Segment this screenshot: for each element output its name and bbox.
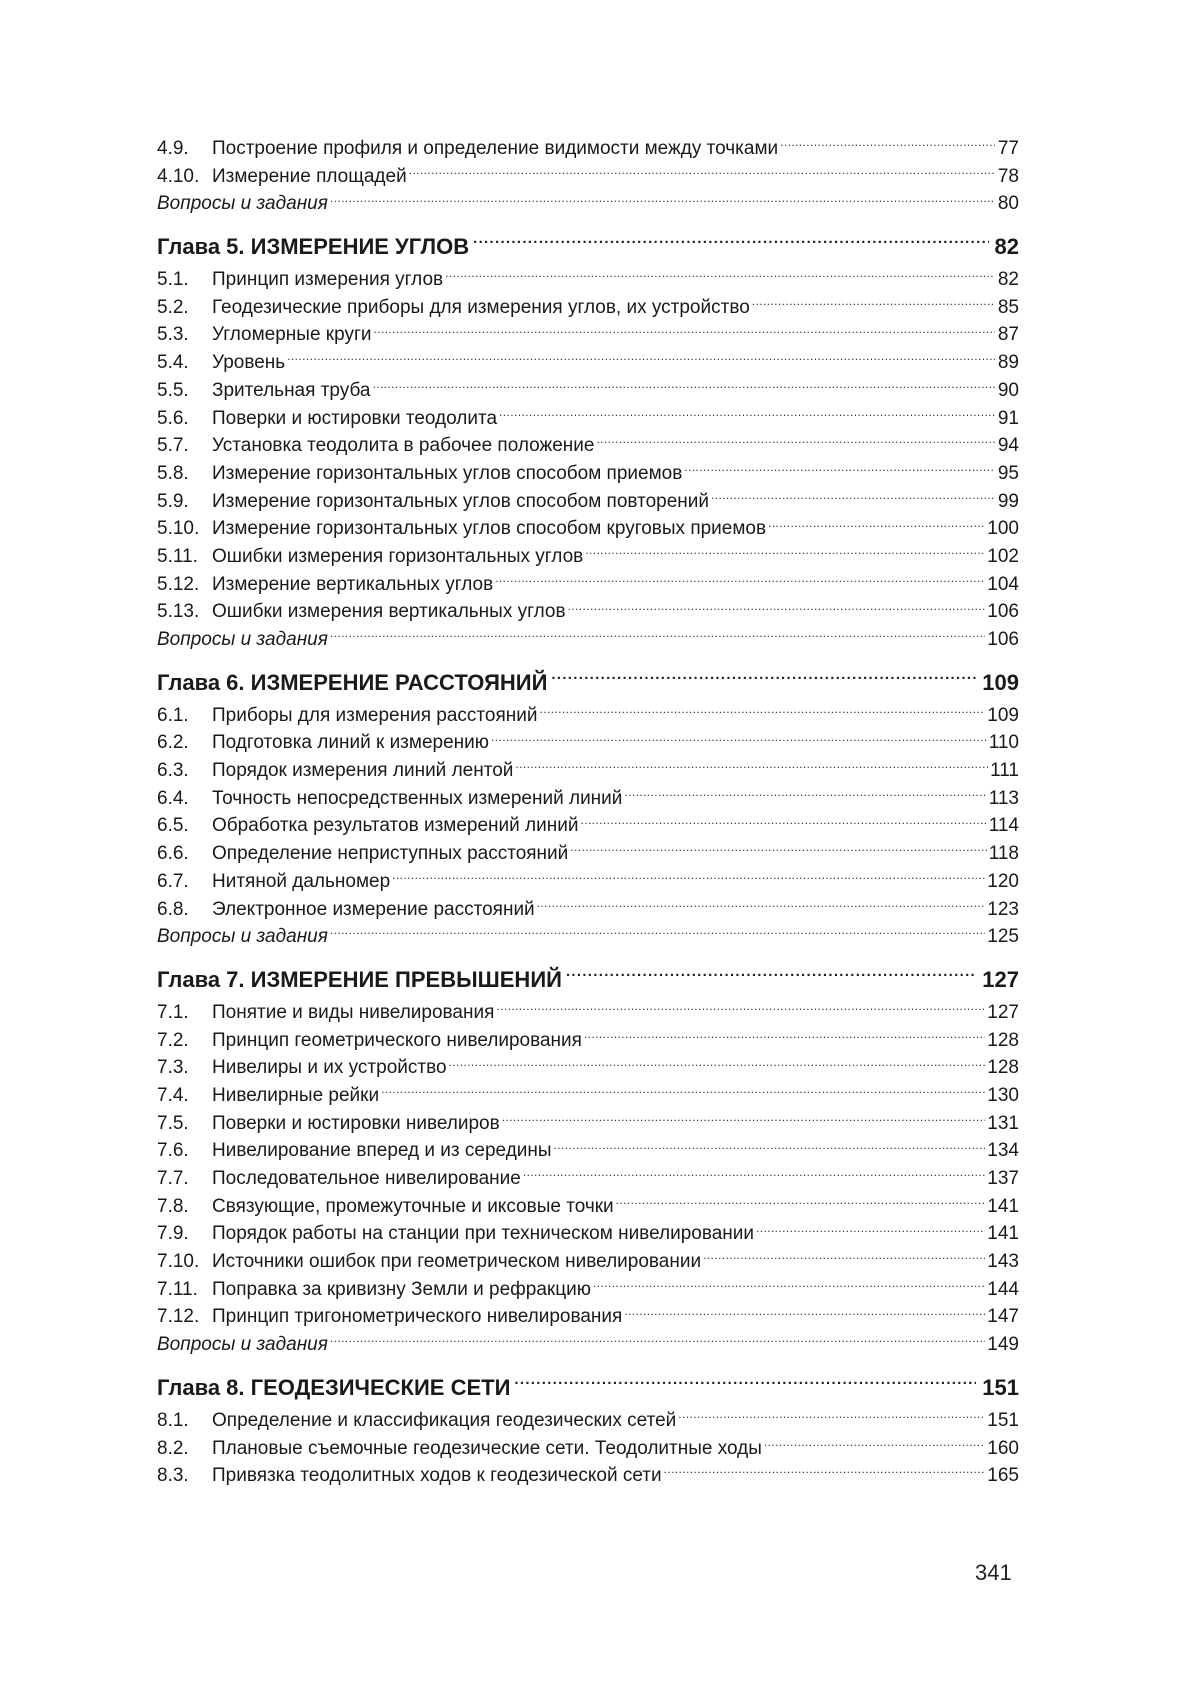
section-page-number: 120 [987, 870, 1019, 892]
dot-leader [624, 785, 986, 804]
section-number: 5.5. [157, 379, 189, 401]
section-title: Поверки и юстировки теодолита [212, 407, 498, 429]
section-page-number: 87 [997, 324, 1019, 346]
section-title: Измерение площадей [212, 165, 407, 187]
dot-leader [752, 294, 995, 313]
dot-leader [568, 598, 986, 617]
chapter-heading[interactable] [157, 228, 1019, 266]
toc-entry[interactable] [157, 543, 1019, 571]
section-page-number: 77 [997, 138, 1019, 159]
toc-entry[interactable] [157, 1303, 1019, 1331]
dot-leader [495, 571, 985, 590]
section-number: 6.7. [157, 870, 189, 892]
toc-entry[interactable] [157, 135, 1019, 163]
section-page-number: 165 [987, 1465, 1019, 1487]
section-page-number: 78 [997, 165, 1019, 187]
section-number: 7.8. [157, 1195, 189, 1217]
chapter-page-number: 151 [982, 1374, 1019, 1400]
page-number: 341 [975, 1560, 1012, 1585]
toc-entry[interactable] [157, 1193, 1019, 1221]
dot-leader [624, 1303, 985, 1322]
dot-leader [330, 923, 985, 942]
chapter-page-number: 82 [994, 234, 1019, 260]
dot-leader [585, 543, 985, 562]
dot-leader [570, 840, 986, 859]
toc-entry[interactable] [157, 840, 1019, 868]
toc-entry[interactable] [157, 729, 1019, 757]
toc-entry[interactable] [157, 1220, 1019, 1248]
section-title: Обработка результатов измерений линий [212, 815, 579, 837]
dot-leader [596, 432, 995, 451]
section-number: 5.8. [157, 462, 189, 484]
section-title: Зрительная труба [212, 379, 371, 401]
dot-leader [566, 965, 976, 987]
section-page-number: 123 [987, 898, 1019, 920]
section-title: Построение профиля и определение видимости между точками [212, 138, 779, 159]
section-title: Вопросы и задания [157, 629, 328, 650]
section-title: Подготовка линий к измерению [212, 732, 490, 754]
chapter-heading[interactable] [157, 664, 1019, 702]
section-number: 7.6. [157, 1140, 189, 1162]
section-title: Нивелиры и их устройство [212, 1057, 447, 1079]
section-number: 6.3. [157, 760, 189, 782]
dot-leader [330, 190, 995, 209]
toc-entry[interactable] [157, 1276, 1019, 1304]
toc-entry[interactable] [157, 515, 1019, 543]
section-title: Нивелирные рейки [212, 1084, 380, 1106]
dot-leader [330, 626, 985, 645]
section-number: 6.6. [157, 843, 189, 865]
section-number: 5.11. [157, 545, 198, 567]
dot-leader [580, 812, 986, 831]
section-number: 6.2. [157, 732, 189, 754]
section-title: Нивелирование вперед и из середины [212, 1140, 552, 1162]
section-number: 5.3. [157, 324, 189, 346]
toc-entry[interactable] [157, 377, 1019, 405]
section-number: 5.9. [157, 490, 189, 512]
section-page-number: 109 [987, 704, 1019, 726]
section-title: Приборы для измерения расстояний [212, 704, 538, 726]
toc-entry[interactable] [157, 1462, 1019, 1490]
section-number: 6.5. [157, 815, 189, 837]
section-title: Понятие и виды нивелирования [212, 1001, 495, 1023]
chapter-page-number: 109 [982, 669, 1019, 695]
section-page-number: 128 [987, 1057, 1019, 1079]
section-page-number: 114 [988, 815, 1019, 837]
toc-entry[interactable] [157, 1407, 1019, 1435]
toc-entry[interactable] [157, 1435, 1019, 1463]
section-page-number: 104 [987, 573, 1019, 595]
section-page-number: 151 [987, 1409, 1019, 1431]
dot-leader [445, 266, 995, 285]
section-number: 7.9. [157, 1223, 189, 1245]
section-title: Источники ошибок при геометрическом нивелировании [212, 1251, 702, 1273]
section-page-number: 90 [997, 379, 1019, 401]
section-number: 7.2. [157, 1029, 189, 1051]
section-number: 5.13. [157, 601, 200, 623]
dot-leader [664, 1462, 986, 1481]
section-page-number: 141 [987, 1223, 1019, 1245]
section-number: 5.4. [157, 352, 189, 374]
section-title: Порядок работы на станции при техническом нивелировании [212, 1223, 755, 1245]
section-page-number: 111 [990, 760, 1019, 782]
section-title: Измерение горизонтальных углов способом повторений [212, 490, 709, 512]
dot-leader [554, 1137, 986, 1156]
toc-entry[interactable] [157, 321, 1019, 349]
chapter-title: Глава 8. ГЕОДЕЗИЧЕСКИЕ СЕТИ [157, 1374, 511, 1400]
chapter-title: Глава 6. ИЗМЕРЕНИЕ РАССТОЯНИЙ [157, 669, 548, 695]
dot-leader [514, 1373, 976, 1395]
dot-leader [515, 757, 988, 776]
section-number: 7.3. [157, 1057, 189, 1079]
section-title: Установка теодолита в рабочее положение [212, 435, 595, 457]
toc-entry[interactable] [157, 1054, 1019, 1082]
section-page-number: 106 [987, 601, 1019, 623]
toc-entry-questions[interactable] [157, 626, 1019, 654]
dot-leader [473, 232, 988, 254]
section-title: Плановые съемочные геодезические сети. Теодолитные ходы [212, 1437, 762, 1459]
toc-entry[interactable] [157, 460, 1019, 488]
section-number: 5.10. [157, 518, 200, 540]
dot-leader [593, 1276, 985, 1295]
section-number: 7.10. [157, 1251, 200, 1273]
toc-entry[interactable] [157, 757, 1019, 785]
section-title: Определение неприступных расстояний [212, 843, 569, 865]
dot-leader [330, 1331, 985, 1350]
section-title: Ошибки измерения горизонтальных углов [212, 545, 584, 567]
toc-entry[interactable] [157, 266, 1019, 294]
toc-entry[interactable] [157, 868, 1019, 896]
dot-leader [537, 896, 986, 915]
toc-entry[interactable] [157, 571, 1019, 599]
dot-leader [374, 321, 996, 340]
section-page-number: 91 [997, 407, 1019, 429]
section-title: Поправка за кривизну Земли и рефракцию [212, 1278, 591, 1300]
section-number: 5.12. [157, 573, 200, 595]
section-title: Привязка теодолитных ходов к геодезической сети [212, 1465, 662, 1487]
section-page-number: 149 [987, 1334, 1019, 1356]
dot-leader [392, 868, 985, 887]
section-title: Измерение горизонтальных углов способом круговых приемов [212, 518, 767, 540]
section-title: Геодезические приборы для измерения углов, их устройство [212, 296, 750, 318]
section-title: Измерение вертикальных углов [212, 573, 494, 595]
section-page-number: 147 [987, 1306, 1019, 1328]
section-number: 5.6. [157, 407, 189, 429]
dot-leader [678, 1407, 985, 1426]
section-number: 6.8. [157, 898, 189, 920]
dot-leader [502, 1110, 986, 1129]
toc-entry-questions[interactable] [157, 1331, 1019, 1359]
dot-leader [684, 460, 995, 479]
section-title: Вопросы и задания [157, 193, 328, 215]
section-title: Связующие, промежуточные и иксовые точки [212, 1195, 614, 1217]
section-number: 8.2. [157, 1437, 189, 1459]
chapter-heading[interactable] [157, 961, 1019, 999]
section-title: Электронное измерение расстояний [212, 898, 535, 920]
chapter-title: Глава 7. ИЗМЕРЕНИЕ ПРЕВЫШЕНИЙ [157, 966, 562, 992]
section-title: Уровень [212, 352, 286, 374]
section-title: Последовательное нивелирование [212, 1168, 521, 1189]
toc-entry[interactable] [157, 349, 1019, 377]
section-page-number: 131 [987, 1112, 1019, 1134]
section-page-number: 80 [997, 193, 1019, 215]
dot-leader [584, 1027, 985, 1046]
section-title: Угломерные круги [212, 324, 372, 346]
section-title: Принцип измерения углов [212, 269, 444, 291]
section-number: 7.4. [157, 1084, 189, 1106]
toc-entry[interactable] [157, 702, 1019, 730]
dot-leader [768, 515, 985, 534]
section-title: Ошибки измерения вертикальных углов [212, 601, 566, 623]
section-page-number: 99 [997, 490, 1019, 512]
section-title: Порядок измерения линий лентой [212, 760, 514, 782]
section-page-number: 125 [987, 926, 1019, 948]
section-page-number: 137 [987, 1168, 1019, 1189]
toc-entry[interactable] [157, 1027, 1019, 1055]
section-number: 7.7. [157, 1168, 189, 1189]
section-page-number: 85 [997, 296, 1019, 318]
section-number: 7.1. [157, 1001, 189, 1023]
section-number: 5.7. [157, 435, 189, 457]
dot-leader [491, 729, 987, 748]
section-page-number: 82 [997, 269, 1019, 291]
section-title: Поверки и юстировки нивелиров [212, 1112, 500, 1134]
toc-entry[interactable] [157, 896, 1019, 924]
chapter-page-number: 127 [982, 966, 1019, 992]
section-page-number: 102 [987, 545, 1019, 567]
dot-leader [409, 163, 995, 182]
dot-leader [523, 1165, 985, 1184]
toc-entry[interactable] [157, 1248, 1019, 1276]
toc-entry[interactable] [157, 1110, 1019, 1138]
section-number: 6.4. [157, 787, 189, 809]
section-title: Принцип геометрического нивелирования [212, 1029, 582, 1051]
dot-leader [381, 1082, 985, 1101]
section-number: 5.2. [157, 296, 189, 318]
section-page-number: 94 [997, 435, 1019, 457]
chapter-title: Глава 5. ИЗМЕРЕНИЕ УГЛОВ [157, 234, 470, 260]
section-page-number: 89 [997, 352, 1019, 374]
section-number: 8.3. [157, 1465, 189, 1487]
section-number: 6.1. [157, 704, 189, 726]
section-title: Определение и классификация геодезических сетей [212, 1409, 677, 1431]
section-page-number: 143 [987, 1251, 1019, 1273]
toc-entry-questions[interactable] [157, 923, 1019, 951]
dot-leader [540, 702, 986, 721]
section-title: Измерение горизонтальных углов способом приемов [212, 462, 683, 484]
dot-leader [703, 1248, 985, 1267]
toc-entry[interactable] [157, 488, 1019, 516]
chapter-heading[interactable] [157, 1369, 1019, 1407]
toc-entry[interactable] [157, 432, 1019, 460]
section-title: Нитяной дальномер [212, 870, 391, 892]
section-number: 7.11. [157, 1278, 198, 1300]
dot-leader [756, 1220, 985, 1239]
section-number: 4.10. [157, 165, 200, 187]
dot-leader [551, 668, 976, 690]
section-page-number: 106 [987, 629, 1019, 650]
section-title: Точность непосредственных измерений линий [212, 787, 623, 809]
section-number: 7.12. [157, 1306, 200, 1328]
toc-entry-questions[interactable] [157, 190, 1019, 218]
section-page-number: 144 [987, 1278, 1019, 1300]
dot-leader [711, 488, 995, 507]
section-page-number: 127 [987, 1001, 1019, 1023]
toc-entry[interactable] [157, 405, 1019, 433]
section-number: 5.1. [157, 269, 189, 291]
toc-entry[interactable] [157, 163, 1019, 191]
section-title: Принцип тригонометрического нивелирования [212, 1306, 623, 1328]
toc-entry[interactable] [157, 598, 1019, 626]
toc-entry[interactable] [157, 785, 1019, 813]
section-page-number: 100 [987, 518, 1019, 540]
dot-leader [449, 1054, 986, 1073]
toc-entry[interactable] [157, 1165, 1019, 1193]
dot-leader [496, 999, 985, 1018]
toc-entry[interactable] [157, 294, 1019, 322]
table-of-contents [157, 135, 1019, 1490]
toc-entry[interactable] [157, 1137, 1019, 1165]
section-page-number: 134 [987, 1140, 1019, 1162]
section-page-number: 160 [987, 1437, 1019, 1459]
section-page-number: 128 [987, 1029, 1019, 1051]
dot-leader [780, 135, 995, 154]
section-number: 8.1. [157, 1409, 189, 1431]
dot-leader [616, 1193, 986, 1212]
toc-entry[interactable] [157, 1082, 1019, 1110]
section-page-number: 141 [987, 1195, 1019, 1217]
dot-leader [499, 405, 995, 424]
dot-leader [287, 349, 995, 368]
section-page-number: 110 [988, 732, 1019, 754]
section-page-number: 95 [997, 462, 1019, 484]
toc-entry[interactable] [157, 999, 1019, 1027]
toc-entry[interactable] [157, 812, 1019, 840]
section-title: Вопросы и задания [157, 1334, 328, 1356]
dot-leader [764, 1435, 985, 1454]
section-number: 4.9. [157, 138, 189, 159]
section-title: Вопросы и задания [157, 926, 328, 948]
dot-leader [372, 377, 995, 396]
section-number: 7.5. [157, 1112, 189, 1134]
section-page-number: 118 [988, 843, 1019, 865]
section-page-number: 130 [987, 1084, 1019, 1106]
section-page-number: 113 [988, 787, 1019, 809]
